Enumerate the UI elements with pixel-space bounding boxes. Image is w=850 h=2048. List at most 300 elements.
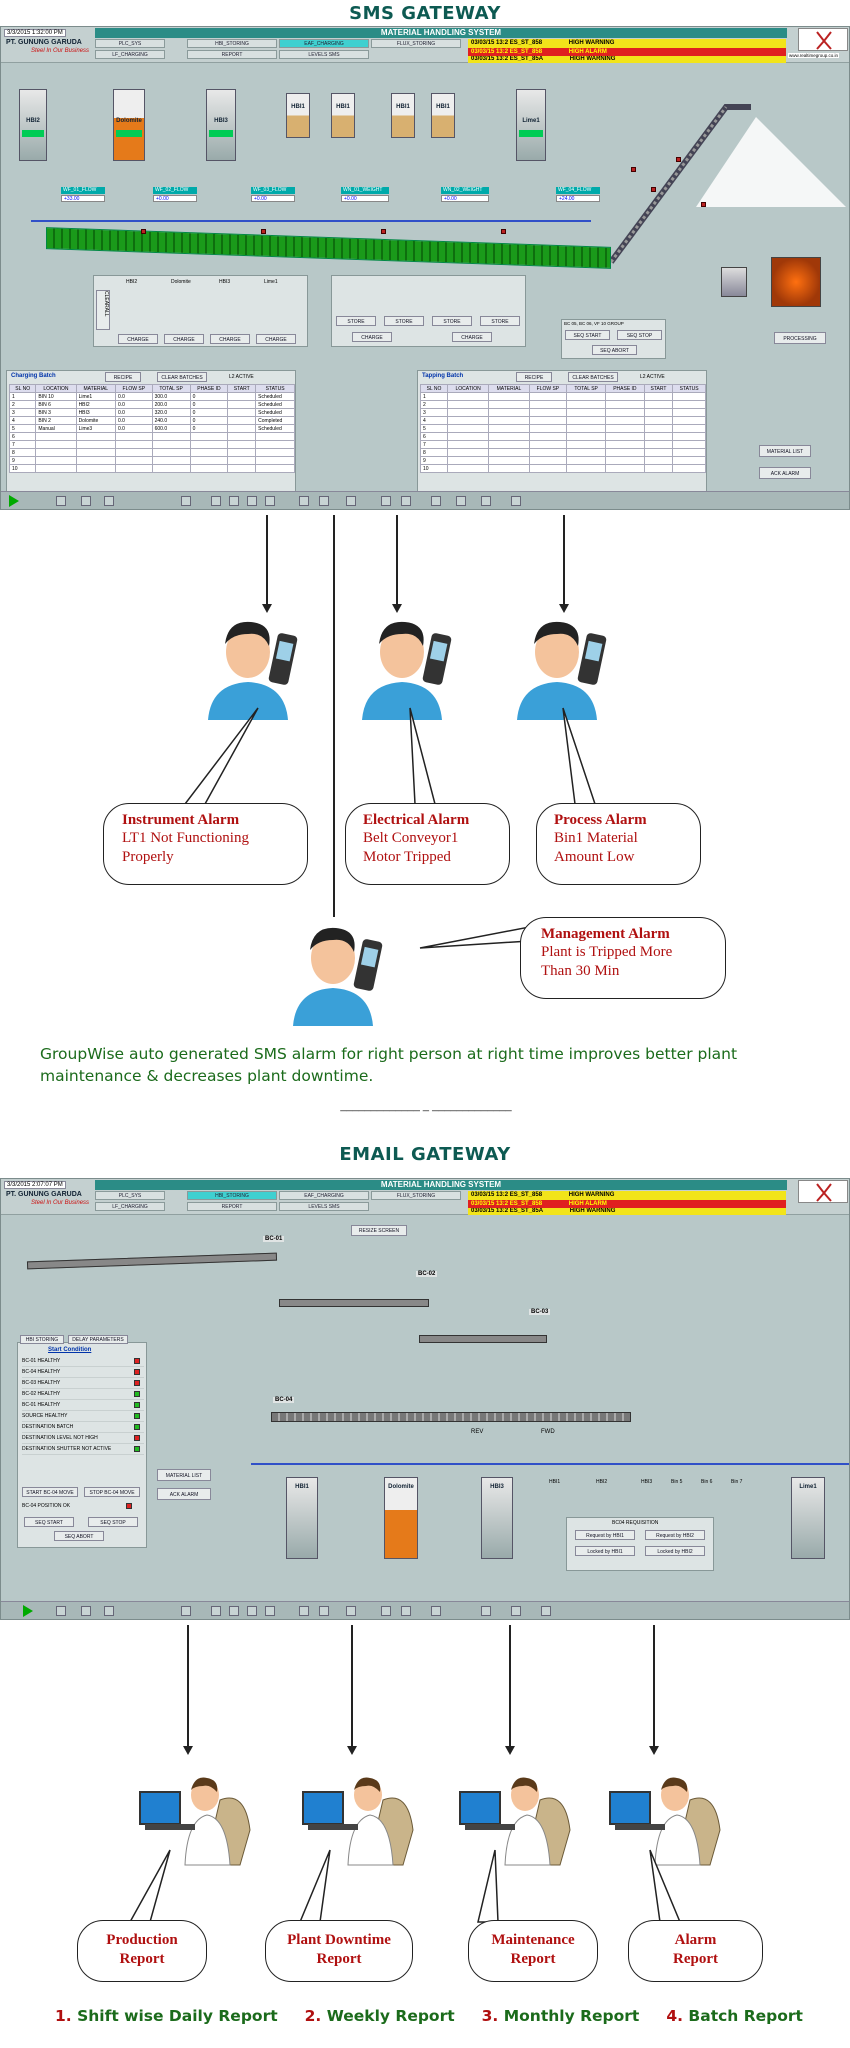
sms-seq-abort-button[interactable]: SEQ ABORT (592, 345, 637, 355)
email-small-bin-2[interactable]: HBI2 (596, 1479, 608, 1485)
condition-label: BC-01 HEALTHY (22, 1402, 61, 1408)
table-row[interactable] (421, 409, 706, 417)
sms-charge-button-2[interactable]: CHARGE (164, 334, 204, 344)
sms-alarm-row-2[interactable]: 03/03/15 13:2 ES_ST_858 HIGH ALARM (468, 48, 786, 57)
settings-icon[interactable] (319, 1606, 329, 1616)
sms-system-title: MATERIAL HANDLING SYSTEM (95, 28, 787, 38)
sms-alarm-row-1[interactable]: 03/03/15 13:2 ES_ST_858 HIGH WARNING (468, 39, 786, 48)
sms-feed-pipe (31, 220, 591, 222)
table-cell (567, 401, 606, 409)
nav-first-icon[interactable] (211, 1606, 221, 1616)
column-header: START (644, 385, 673, 393)
table-cell (606, 441, 645, 449)
table-cell (606, 409, 645, 417)
sms-charge-button-6[interactable]: CHARGE (452, 332, 492, 342)
folder-icon[interactable] (81, 1606, 91, 1616)
sms-bin-4-label: HBI1 (291, 104, 305, 110)
table-row[interactable] (421, 401, 706, 409)
sms-bin-6[interactable] (391, 93, 415, 138)
table-cell (489, 401, 529, 409)
column-header: SL NO (421, 385, 448, 393)
sms-charge-button-4[interactable]: CHARGE (256, 334, 296, 344)
sms-arrow-3 (563, 515, 565, 608)
sms-store-button-4[interactable]: STORE (480, 316, 520, 326)
sms-company-name: PT. GUNUNG GARUDA (6, 39, 82, 46)
table-cell (76, 433, 115, 441)
email-small-bin-5[interactable]: Bin 5 (671, 1479, 683, 1485)
sms-tapping-l2-active[interactable]: L2 ACTIVE (640, 374, 665, 380)
sms-charging-l2-active[interactable]: L2 ACTIVE (229, 374, 254, 380)
table-cell (567, 441, 606, 449)
table-row[interactable] (10, 425, 295, 433)
email-tab-delay-parameters[interactable]: DELAY PARAMETERS (68, 1335, 128, 1344)
table-cell: 0 (190, 401, 228, 409)
table-cell (644, 433, 673, 441)
table-cell (228, 401, 256, 409)
sms-charge-button-1[interactable]: CHARGE (118, 334, 158, 344)
sms-topbar (1, 27, 849, 63)
table-cell (529, 449, 567, 457)
sms-process-alarm-bubble (536, 803, 701, 885)
column-header: MATERIAL (489, 385, 529, 393)
email-request-hbi2-button[interactable]: Request by HBI2 (645, 1530, 705, 1540)
email-small-bin-6[interactable]: Bin 6 (701, 1479, 713, 1485)
email-start-bc04-button[interactable]: START BC-04 MOVE (22, 1487, 78, 1497)
folder-icon[interactable] (81, 496, 91, 506)
table-cell: 200.0 (152, 401, 190, 409)
sms-menu-plc-sys[interactable]: PLC_SYS (95, 39, 165, 48)
table-cell (228, 449, 256, 457)
sms-alarm-row-3[interactable]: 03/03/15 13:2 ES_ST_85A HIGH WARNING (468, 56, 786, 63)
email-seq-start-button[interactable]: SEQ START (24, 1517, 74, 1527)
email-locked-hbi1-button[interactable]: Locked by HBI1 (575, 1546, 635, 1556)
check-icon[interactable] (511, 496, 521, 506)
table-row[interactable] (421, 449, 706, 457)
arrow-down-icon (649, 1746, 659, 1755)
table-row[interactable] (10, 457, 295, 465)
column-header: PHASE ID (190, 385, 228, 393)
column-header: TOTAL SP (152, 385, 190, 393)
sms-menu-hbi-storing[interactable]: HBI_STORING (187, 39, 277, 48)
sms-store-button-1[interactable]: STORE (336, 316, 376, 326)
sms-belt-conveyor[interactable] (46, 227, 611, 269)
sms-hopper (721, 267, 747, 297)
sms-store-button-3[interactable]: STORE (432, 316, 472, 326)
sms-bin-2[interactable] (113, 89, 145, 161)
table-cell: 2 (10, 401, 36, 409)
sms-tapping-clear-button[interactable]: CLEAR BATCHES (568, 372, 618, 382)
email-conveyor-bc01[interactable] (27, 1253, 277, 1270)
email-small-bin-1[interactable]: HBI1 (549, 1479, 561, 1485)
settings-icon[interactable] (319, 496, 329, 506)
email-small-bin-7[interactable]: Bin 7 (731, 1479, 743, 1485)
sms-bin-5-label: HBI1 (336, 104, 350, 110)
table-cell (673, 433, 706, 441)
table-cell (567, 417, 606, 425)
table-row[interactable] (10, 401, 295, 409)
tool-icon[interactable] (56, 1606, 66, 1616)
email-system-title: MATERIAL HANDLING SYSTEM (95, 1180, 787, 1190)
column-header: STATUS (256, 385, 295, 393)
sms-bin-8-label: Lime1 (522, 118, 540, 124)
sms-flow-3-value: +0.00 (251, 195, 295, 202)
table-row[interactable] (421, 393, 706, 401)
sms-ack-alarm-button[interactable]: ACK ALARM (759, 467, 811, 479)
email-conveyor-bc04[interactable] (271, 1412, 631, 1422)
table-cell: BIN 6 (36, 401, 76, 409)
email-bin-2-label: Dolomite (388, 1484, 414, 1490)
email-menu-levels-sms[interactable]: LEVELS SMS (279, 1202, 369, 1211)
table-cell: 1 (10, 393, 36, 401)
table-cell (673, 409, 706, 417)
condition-label: DESTINATION LEVEL NOT HIGH (22, 1435, 98, 1441)
condition-row (22, 1422, 144, 1433)
email-tab-hbi-storing[interactable]: HBI STORING (20, 1335, 64, 1344)
bubble-text: Report (316, 1951, 362, 1967)
email-bubble-tails (0, 1830, 850, 1925)
condition-label: DESTINATION SHUTTER NOT ACTIVE (22, 1446, 112, 1452)
email-alarm-row-1[interactable]: 03/03/15 13:2 ES_ST_858 HIGH WARNING (468, 1191, 786, 1200)
status-indicator (134, 1446, 140, 1452)
sms-tapping-batch-panel (417, 370, 707, 492)
table-cell (529, 401, 567, 409)
table-cell (448, 433, 489, 441)
table-row[interactable] (10, 465, 295, 473)
sms-sensor (651, 187, 656, 192)
alarm-report-bubble (628, 1920, 763, 1982)
report-list-number: 1. (55, 2007, 72, 2025)
gear-icon[interactable] (481, 1606, 491, 1616)
table-cell: Scheduled (256, 425, 295, 433)
sms-charge-button-3[interactable]: CHARGE (210, 334, 250, 344)
user-icon[interactable] (431, 1606, 441, 1616)
email-arrow-1 (187, 1625, 189, 1750)
bubble-title: Electrical Alarm (363, 812, 470, 828)
sms-bin-3[interactable] (206, 89, 236, 161)
table-cell (448, 449, 489, 457)
table-cell: 0.0 (116, 417, 153, 425)
table-cell (673, 417, 706, 425)
sms-bin-7[interactable] (431, 93, 455, 138)
table-cell: 0 (190, 417, 228, 425)
play-icon[interactable] (9, 495, 19, 507)
table-cell (36, 449, 76, 457)
sms-tapping-table (420, 384, 706, 473)
report-list-item: Shift wise Daily Report (77, 2007, 278, 2025)
email-request-hbi1-button[interactable]: Request by HBI1 (575, 1530, 635, 1540)
column-header: START (228, 385, 256, 393)
table-cell (644, 457, 673, 465)
sms-bin-1-level (22, 130, 44, 137)
table-cell (228, 409, 256, 417)
email-bin-4[interactable] (791, 1477, 825, 1559)
sms-seq-stop-button[interactable]: SEQ STOP (617, 330, 662, 340)
sms-store-panel (331, 275, 526, 347)
email-alarm-row-3[interactable]: 03/03/15 13:2 ES_ST_85A HIGH WARNING (468, 1208, 786, 1215)
table-cell: 600.0 (152, 425, 190, 433)
table-cell (644, 417, 673, 425)
sms-menu-flux-storing[interactable]: FLUX_STORING (371, 39, 461, 48)
table-cell (567, 433, 606, 441)
sms-clearall-button[interactable]: CLEARALL (96, 290, 110, 330)
report-icon[interactable] (181, 1606, 191, 1616)
table-cell (529, 409, 567, 417)
table-cell (116, 433, 153, 441)
table-row[interactable] (10, 449, 295, 457)
status-indicator (134, 1424, 140, 1430)
email-seq-abort-button[interactable]: SEQ ABORT (54, 1531, 104, 1541)
email-conveyor-bc03[interactable] (419, 1335, 547, 1343)
email-menu-lf-charging[interactable]: LF_CHARGING (95, 1202, 165, 1211)
email-bottom-toolbar (1, 1601, 849, 1619)
table-row[interactable] (10, 409, 295, 417)
condition-label: BC-02 HEALTHY (22, 1391, 61, 1397)
email-material-list-button[interactable]: MATERIAL LIST (157, 1469, 211, 1481)
email-resize-screen-button[interactable]: RESIZE SCREEN (351, 1225, 407, 1236)
print-icon[interactable] (381, 1606, 391, 1616)
table-cell (190, 457, 228, 465)
table-row[interactable] (421, 441, 706, 449)
email-locked-hbi2-button[interactable]: Locked by HBI2 (645, 1546, 705, 1556)
table-cell (644, 409, 673, 417)
sms-store-button-2[interactable]: STORE (384, 316, 424, 326)
table-cell (36, 465, 76, 473)
refresh-icon[interactable] (299, 496, 309, 506)
sms-bin-2-label: Dolomite (116, 118, 142, 124)
table-cell (529, 441, 567, 449)
bubble-text: Production (106, 1932, 178, 1948)
table-cell (448, 393, 489, 401)
status-indicator (134, 1413, 140, 1419)
report-list-item: Batch Report (688, 2007, 803, 2025)
gear-icon[interactable] (456, 496, 466, 506)
table-cell (644, 401, 673, 409)
table-row[interactable] (421, 433, 706, 441)
check-icon[interactable] (541, 1606, 551, 1616)
table-row[interactable] (421, 417, 706, 425)
nav-next-icon[interactable] (247, 496, 257, 506)
help-icon[interactable] (511, 1606, 521, 1616)
email-bin-2[interactable] (384, 1477, 418, 1559)
bubble-text: Report (510, 1951, 556, 1967)
table-cell (76, 465, 115, 473)
table-cell: Lime3 (76, 425, 115, 433)
table-cell (152, 433, 190, 441)
table-cell (489, 441, 529, 449)
email-company-tagline: Steel In Our Business (31, 1200, 90, 1206)
table-cell (190, 441, 228, 449)
sms-bin-4[interactable] (286, 93, 310, 138)
table-row[interactable] (10, 433, 295, 441)
email-conditions-list (22, 1356, 144, 1455)
table-cell (256, 441, 295, 449)
table-row[interactable] (10, 393, 295, 401)
sms-bin-5[interactable] (331, 93, 355, 138)
column-header: STATUS (673, 385, 706, 393)
email-small-bin-3[interactable]: HBI3 (641, 1479, 653, 1485)
bubble-text: Amount Low (554, 849, 635, 865)
table-cell: 10 (421, 465, 448, 473)
email-bin-3[interactable] (481, 1477, 513, 1559)
column-header: TOTAL SP (567, 385, 606, 393)
email-menu-eaf-charging[interactable]: EAF_CHARGING (279, 1191, 369, 1200)
column-header: FLOW SP (116, 385, 153, 393)
table-cell: Dolomite (76, 417, 115, 425)
column-header: LOCATION (36, 385, 76, 393)
table-cell: 5 (421, 425, 448, 433)
condition-label: SOURCE HEALTHY (22, 1413, 68, 1419)
table-cell: 2 (421, 401, 448, 409)
tool-icon[interactable] (56, 496, 66, 506)
nav-last-icon[interactable] (265, 1606, 275, 1616)
table-cell (567, 457, 606, 465)
sms-bin-6-label: HBI1 (396, 104, 410, 110)
table-cell: Scheduled (256, 401, 295, 409)
chart-icon[interactable] (104, 496, 114, 506)
sms-charge-button-5[interactable]: CHARGE (352, 332, 392, 342)
sms-flow-3: WF_03_FLOW (251, 187, 295, 194)
table-cell (448, 457, 489, 465)
table-cell (644, 425, 673, 433)
nav-first-icon[interactable] (211, 496, 221, 506)
email-datetime: 3/3/2015 2:07:07 PM (4, 1181, 66, 1189)
email-feed-pipe (251, 1463, 850, 1465)
sms-tapping-recipe-button[interactable]: RECIPE (516, 372, 552, 382)
table-cell (36, 457, 76, 465)
email-seq-stop-button[interactable]: SEQ STOP (88, 1517, 138, 1527)
table-cell: HBI2 (76, 401, 115, 409)
email-alarm-row-2[interactable]: 03/03/15 13:2 ES_ST_858 HIGH ALARM (468, 1200, 786, 1209)
table-cell: BIN 10 (36, 393, 76, 401)
table-cell (489, 409, 529, 417)
sms-sensor (631, 167, 636, 172)
table-cell (228, 393, 256, 401)
table-cell (673, 441, 706, 449)
sms-menu-report[interactable]: REPORT (187, 50, 277, 59)
print-icon[interactable] (381, 496, 391, 506)
table-cell: 0.0 (116, 409, 153, 417)
sms-charging-clear-button[interactable]: CLEAR BATCHES (157, 372, 207, 382)
table-cell (152, 441, 190, 449)
sms-bin-1[interactable] (19, 89, 47, 161)
bubble-text: Plant Downtime (287, 1932, 391, 1948)
table-cell (567, 409, 606, 417)
sms-arrow-2 (396, 515, 398, 608)
nav-prev-icon[interactable] (229, 496, 239, 506)
table-cell: 320.0 (152, 409, 190, 417)
help-icon[interactable] (481, 496, 491, 506)
report-icon[interactable] (181, 496, 191, 506)
condition-row (22, 1444, 144, 1455)
sms-processing-button[interactable]: PROCESSING (774, 332, 826, 344)
table-row[interactable] (10, 441, 295, 449)
sms-flow-1: WF_01_FLOW (61, 187, 105, 194)
table-cell (228, 465, 256, 473)
table-cell (152, 465, 190, 473)
play-icon[interactable] (23, 1605, 33, 1617)
arrow-down-icon (505, 1746, 515, 1755)
table-cell (228, 425, 256, 433)
table-cell (152, 457, 190, 465)
status-indicator (134, 1358, 140, 1364)
table-cell (448, 465, 489, 473)
table-cell (489, 433, 529, 441)
sms-charge-col-4: Lime1 (264, 279, 278, 285)
table-cell: Manual (36, 425, 76, 433)
nav-last-icon[interactable] (265, 496, 275, 506)
sms-menu-levels-sms[interactable]: LEVELS SMS (279, 50, 369, 59)
copy-icon[interactable] (401, 1606, 411, 1616)
sms-flow-2: WF_02_FLOW (153, 187, 197, 194)
sms-seq-start-button[interactable]: SEQ START (565, 330, 610, 340)
sms-datetime: 3/3/2015 1:32:00 PM (4, 29, 66, 37)
table-cell: HBI3 (76, 409, 115, 417)
sms-furnace[interactable] (771, 257, 821, 307)
email-conveyor-bc02[interactable] (279, 1299, 429, 1307)
sms-bin-2-level (116, 130, 142, 137)
sms-charging-recipe-button[interactable]: RECIPE (105, 372, 141, 382)
email-bin-1[interactable] (286, 1477, 318, 1559)
user-icon[interactable] (431, 496, 441, 506)
table-cell (606, 417, 645, 425)
link-icon[interactable] (346, 1606, 356, 1616)
email-menu-flux-storing[interactable]: FLUX_STORING (371, 1191, 461, 1200)
table-cell: 6 (421, 433, 448, 441)
sms-menu-eaf-charging[interactable]: EAF_CHARGING (279, 39, 369, 48)
report-list-item: Monthly Report (503, 2007, 640, 2025)
sms-material-list-button[interactable]: MATERIAL LIST (759, 445, 811, 457)
table-cell (256, 449, 295, 457)
column-header: SL NO (10, 385, 36, 393)
email-requisition-panel (566, 1517, 714, 1571)
refresh-icon[interactable] (299, 1606, 309, 1616)
chart-icon[interactable] (104, 1606, 114, 1616)
nav-prev-icon[interactable] (229, 1606, 239, 1616)
table-row[interactable] (421, 425, 706, 433)
sms-charge-col-3: HBI3 (219, 279, 231, 285)
email-stop-bc04-button[interactable]: STOP BC-04 MOVE (84, 1487, 140, 1497)
email-menu-hbi-storing[interactable]: HBI_STORING (187, 1191, 277, 1200)
copy-icon[interactable] (401, 496, 411, 506)
table-cell: 5 (10, 425, 36, 433)
link-icon[interactable] (346, 496, 356, 506)
table-cell (256, 433, 295, 441)
email-ack-alarm-button[interactable]: ACK ALARM (157, 1488, 211, 1500)
email-menu-plc-sys[interactable]: PLC_SYS (95, 1191, 165, 1200)
email-start-condition-title: Start Condition (48, 1347, 92, 1353)
table-cell (489, 425, 529, 433)
caption-line: maintenance & decreases plant downtime. (40, 1067, 374, 1085)
table-row[interactable] (10, 417, 295, 425)
table-cell: 4 (421, 417, 448, 425)
table-cell: 9 (10, 457, 36, 465)
sms-sensor (676, 157, 681, 162)
condition-row (22, 1400, 144, 1411)
report-list-item: Weekly Report (326, 2007, 455, 2025)
table-row[interactable] (421, 457, 706, 465)
table-cell: 1 (421, 393, 448, 401)
sms-arrow-1 (266, 515, 268, 608)
sms-menu-lf-charging[interactable]: LF_CHARGING (95, 50, 165, 59)
nav-next-icon[interactable] (247, 1606, 257, 1616)
email-menu-report[interactable]: REPORT (187, 1202, 277, 1211)
sms-bin-8[interactable] (516, 89, 546, 161)
table-row[interactable] (421, 465, 706, 473)
bubble-text: LT1 Not Functioning (122, 830, 249, 846)
email-conveyor-bc03-label: BC-03 (531, 1309, 549, 1315)
sms-management-alarm-bubble (520, 917, 726, 999)
table-cell (606, 457, 645, 465)
